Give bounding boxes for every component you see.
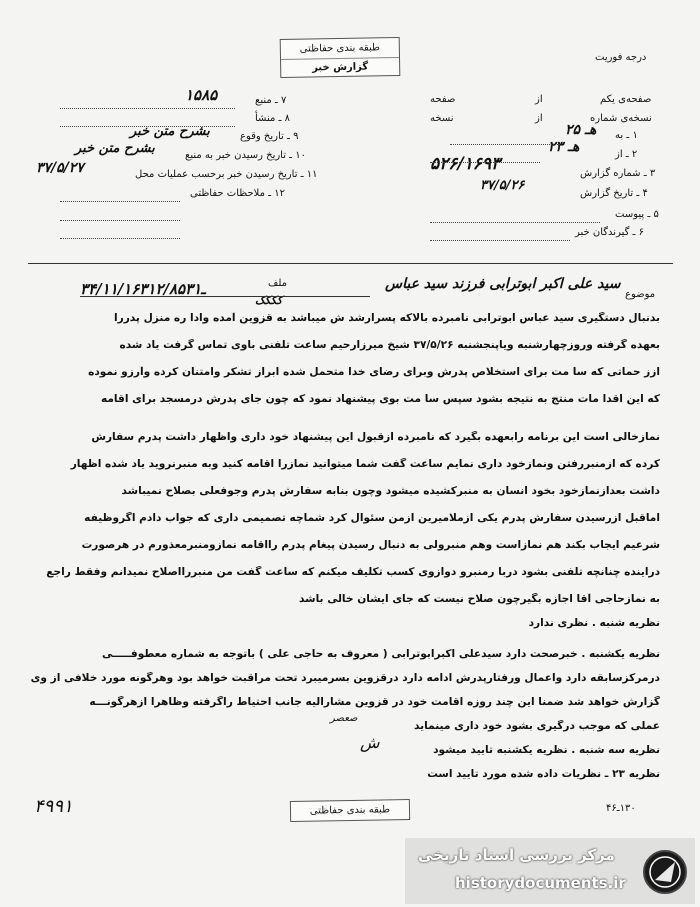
from-value: ۲۳ هـ (548, 139, 580, 155)
body-line: درمرکزسابقه دارد واعمال ورفتارپدرش ادامه دارد درقزوین بسرمیبرد تحت مراقبت خواهد بود وهرگونه مورد خلافی از وی (30, 672, 660, 684)
bottom-stamp-label: طبقه بندی حفاظتی (309, 804, 391, 817)
subject-value: سید علی اکبر ابوترابی فرزند سید عباس (385, 276, 621, 292)
body-line: نمازخالی است این برنامه رابعهده بگیرد که نامبرده ازقبول این پیشنهاد خود داری واظهار داشت پدرم سفارش (91, 431, 660, 443)
copy-mid: از (535, 113, 543, 124)
notes-line-2 (60, 220, 180, 221)
handwritten-margin-note: صعصر (330, 713, 358, 724)
subject-underline (80, 296, 370, 297)
file-marks: کککک (255, 294, 283, 307)
handwritten-signature: ش (360, 733, 380, 752)
subject-label: موضوع (625, 289, 656, 300)
ops-date-value: ۳۷/۵/۲۷ (36, 160, 84, 176)
source-line (60, 108, 235, 109)
origin-line (60, 126, 235, 127)
body-line: ازز حماتی که سا مت برای استخلاص پدرش وبرای رضای خدا متحمل شده ابراز تشکر وامتنان کرده وآرزو نموده (88, 366, 660, 378)
body-line: داشت بعدازنمازخود بخود انسان به منبرکشیده میشود وچون بنابه سفارش پدرم وجوفعلی بصلاح نمیباشد (121, 485, 660, 497)
source-label: ۷ ـ منبع (255, 95, 287, 106)
body-line: نظریه شنبه . نظری ندارد (528, 617, 660, 629)
body-line: نظریه سه شنبه . نظریه یکشنبه تایید میشود (433, 744, 660, 756)
notes-line-3 (60, 238, 180, 239)
top-classification-stamp (280, 37, 401, 78)
body-line: به نمازحاجی آقا اجازه بگیرچون صلاح نیست که جای ایشان خالی باشد (299, 593, 660, 605)
form-code: ۱۳۰ـ۴۶ (606, 803, 636, 814)
page-mid: از (535, 94, 543, 105)
to-label: ۱ ـ به (615, 130, 638, 141)
body-line: عملی که موجب درگیری بشود خود داری مینماید (414, 720, 660, 732)
stamp-report-type: گزارش خبر (312, 61, 369, 74)
ops-date-label: ۱۱ ـ تاریخ رسیدن خبر برحسب عملیات محل (135, 169, 318, 180)
page-label: صفحه‌ی یکم (600, 94, 652, 105)
report-number-value: ۵۲۶/۱۶۹۳ (430, 154, 501, 174)
logo-emblem-icon (645, 852, 685, 892)
to-value: ۲۵ هـ (565, 122, 597, 138)
watermark-url: historydocuments.ir (455, 874, 626, 892)
page-end: صفحه (430, 94, 456, 105)
from-line (430, 162, 540, 163)
copy-end: نسخه (430, 113, 454, 124)
body-line: کرده که ازمنبررفتن ونمازخود داری نمایم ساعت گفت شما میتوانید نمازرا اقامه کنید وبه منبرنروید یاد شده اظهار (70, 458, 660, 470)
notes-line (60, 201, 180, 202)
body-line: بعهده گرفته وروزچهارشنبه ویاپنجشنبه ۳۷/۵/۲۶ شیخ میرزارحیم ساعت تلفنی باوی تماس گرفت یاد شده (119, 339, 660, 351)
body-line: گزارش خواهد شد ضمنا این چند روزه اقامت خود در قزوین مشارالیه جانب احتیاط راگرفته وظاهرا ازهرگونـــه (89, 696, 660, 708)
watermark-title: مرکز بررسی اسناد تاریخی (418, 846, 615, 864)
report-date-value: ۳۷/۵/۲۶ (480, 178, 525, 193)
bottom-classification-stamp (290, 799, 410, 822)
handwritten-archive-number: ۴۹۹۱ (34, 796, 73, 817)
security-notes-label: ۱۲ ـ ملاحظات حفاظتی (190, 188, 285, 199)
body-line: نظریه ۲۳ ـ نظریات داده شده مورد تایید است (427, 768, 660, 780)
report-date-label: ۴ ـ تاریخ گزارش (580, 188, 648, 199)
attachment-line (430, 222, 600, 223)
receipt-date-label: ۱۰ ـ تاریخ رسیدن خبر به منبع (185, 150, 307, 161)
recipients-label: ۶ ـ گیرندگان خبر (575, 227, 645, 238)
watermark-logo-icon (643, 850, 687, 894)
header-divider (28, 263, 673, 264)
body-line: نظریه یکشنبه . خبرصحت دارد سیدعلی اکبرابوترابی ( معروف به حاجی علی ) باتوجه به شماره معطوفـــــی (101, 648, 660, 660)
receipt-date-value: بشرح متن خبر (75, 141, 155, 156)
body-line: بدنبال دستگیری سید عباس ابوترابی نامبرده بالاکه پسرارشد ش میباشد به قزوین آمده وادا ره منزل پدررا (113, 312, 660, 324)
stamp-classification-label: طبقه بندی حفاظتی (281, 38, 399, 60)
file-label: ملف (268, 278, 288, 289)
body-line: که این اقدا مات منتج به نتیجه بشود سپس سا مت بوی پیشنهاد نمود که چون جای پدرش درمسجد برای اقامه (100, 393, 660, 405)
body-line: اماقبل ازرسیدن سفارش پدرم یکی ازملامیرین ازمن سئوال کرد شماچه تصمیمی داری که جواب دادم اگروظیفه (84, 512, 660, 524)
body-line: شرعیم ایجاب بکند هم نمازاست وهم منبرولی به دنبال رسیدن پیغام پدرم رااقامه نمازومنبرمعذورم در هرصورت (81, 539, 660, 551)
body-line: دراینده چنانچه تلفنی بشود دربا رمنبرو دوازوی کسب تکلیف میکنم که ساعت گفت من منبررااصلاح نمیدانم وفقط راجع (46, 566, 660, 578)
from-label: ۲ ـ از (615, 149, 638, 160)
occurrence-date-label: ۹ ـ تاریخ وقوع (240, 131, 299, 142)
recipients-line (430, 240, 570, 241)
origin-label: ۸ ـ منشأ (255, 113, 291, 124)
source-value: ۱۵۸۵ (185, 86, 218, 104)
occurrence-date-value: بشرح متن خبر (130, 124, 210, 139)
copy-label: نسخه‌ی شماره (590, 113, 652, 124)
to-line (450, 144, 560, 145)
file-number: ۳۴/۱۱/۱۶ـ۳۱۲/۸۵۳۱ (80, 280, 206, 298)
report-number-label: ۳ ـ شماره گزارش (580, 168, 656, 179)
priority-label: درجه فوریت (595, 52, 647, 63)
attachment-label: ۵ ـ پیوست (615, 209, 659, 220)
